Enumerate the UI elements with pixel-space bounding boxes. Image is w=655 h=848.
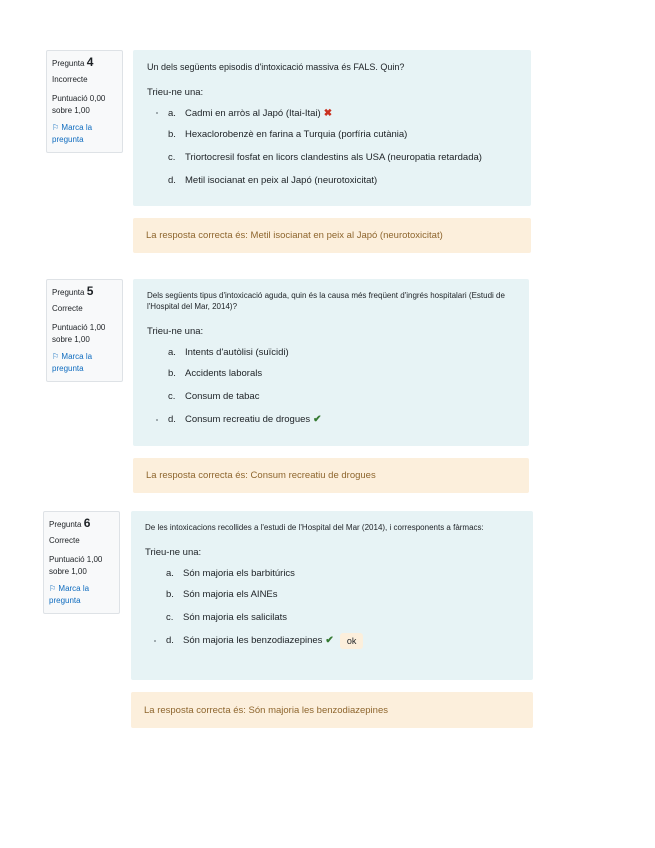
question-state: Incorrecte — [52, 75, 88, 84]
flag-question-link[interactable]: ⚐ Marca la pregunta — [49, 584, 90, 605]
question-text: De les intoxicacions recollides a l'estudi de l'Hospital del Mar (2014), i corresponents a fàrmacs: — [145, 523, 484, 532]
answer-option-b[interactable]: b. Són majoria els AINEs — [145, 583, 521, 606]
correct-check-icon: ✔ — [325, 635, 334, 646]
answer-prompt: Trieu-ne una: — [147, 326, 204, 337]
correct-check-icon: ✔ — [313, 414, 322, 425]
answer-option-b[interactable]: b. Accidents laborals — [147, 362, 517, 385]
question-number: 4 — [86, 55, 94, 69]
feedback-badge: ok — [340, 633, 364, 649]
question-content — [131, 511, 533, 680]
radio-button[interactable] — [153, 131, 161, 139]
question-number: 6 — [83, 516, 91, 530]
question-info: Pregunta 6 Correcte Puntuació 1,00 sobre 1,00 ⚐ Marca la pregunta — [43, 511, 120, 614]
answer-option-c[interactable]: c. Són majoria els salicilats — [145, 606, 521, 629]
correct-answer-feedback: La resposta correcta és: Consum recreatiu de drogues — [133, 458, 529, 493]
question-grade: Puntuació 0,00 sobre 1,00 — [52, 94, 106, 115]
question-state: Correcte — [49, 536, 80, 545]
answer-prompt: Trieu-ne una: — [147, 87, 204, 98]
radio-button[interactable] — [151, 614, 159, 622]
radio-button[interactable] — [153, 370, 161, 378]
flag-question-link[interactable]: ⚐ Marca la pregunta — [52, 123, 93, 144]
correct-answer-feedback: La resposta correcta és: Metil isocianat en peix al Japó (neurotoxicitat) — [133, 218, 531, 253]
answer-option-a[interactable]: a. Cadmi en arròs al Japó (Itai-Itai) ✖ — [147, 103, 519, 123]
answer-option-d[interactable]: d. Són majoria les benzodiazepines ✔ ok — [145, 629, 521, 652]
question-text: Dels següents tipus d'intoxicació aguda, quin és la causa més freqüent d'ingrés hospitalari (Estudi de l'Hospital del Mar, 2014)? — [147, 291, 505, 311]
radio-button[interactable] — [153, 393, 161, 401]
question-info: Pregunta 5 Correcte Puntuació 1,00 sobre 1,00 ⚐ Marca la pregunta — [46, 279, 123, 382]
flag-icon: ⚐ — [52, 123, 60, 132]
question-content — [133, 50, 531, 206]
flag-question-link[interactable]: ⚐ Marca la pregunta — [52, 352, 93, 373]
incorrect-icon: ✖ — [323, 107, 333, 119]
radio-button[interactable] — [151, 637, 159, 645]
question-number: 5 — [86, 284, 94, 298]
answer-option-b[interactable]: b. Hexaclorobenzè en farina a Turquia (porfíria cutània) — [147, 123, 519, 146]
radio-button[interactable] — [153, 154, 161, 162]
answer-option-c[interactable]: c. Consum de tabac — [147, 385, 517, 408]
question-grade: Puntuació 1,00 sobre 1,00 — [52, 323, 106, 344]
question-state: Correcte — [52, 304, 83, 313]
question-info: Pregunta 4 Incorrecte Puntuació 0,00 sobre 1,00 ⚐ Marca la pregunta — [46, 50, 123, 153]
correct-answer-feedback: La resposta correcta és: Són majoria les benzodiazepines — [131, 692, 533, 728]
answer-option-a[interactable]: a. Són majoria els barbitúrics — [145, 563, 521, 583]
radio-button[interactable] — [153, 416, 161, 424]
answer-option-c[interactable]: c. Triortocresil fosfat en licors clandestins als USA (neuropatia retardada) — [147, 146, 519, 169]
answer-option-d[interactable]: d. Metil isocianat en peix al Japó (neurotoxicitat) — [147, 169, 519, 192]
flag-icon: ⚐ — [52, 352, 60, 361]
question-grade: Puntuació 1,00 sobre 1,00 — [49, 555, 103, 576]
question-text: Un dels següents episodis d'intoxicació massiva és FALS. Quin? — [147, 62, 405, 72]
answer-option-a[interactable]: a. Intents d'autòlisi (suïcidi) — [147, 342, 517, 362]
answer-option-d[interactable]: d. Consum recreatiu de drogues ✔ — [147, 408, 517, 431]
question-content — [133, 279, 529, 446]
radio-button[interactable] — [151, 569, 159, 577]
radio-button[interactable] — [153, 109, 161, 117]
radio-button[interactable] — [153, 348, 161, 356]
flag-icon: ⚐ — [49, 584, 57, 593]
answer-prompt: Trieu-ne una: — [145, 547, 202, 558]
radio-button[interactable] — [151, 591, 159, 599]
radio-button[interactable] — [153, 177, 161, 185]
